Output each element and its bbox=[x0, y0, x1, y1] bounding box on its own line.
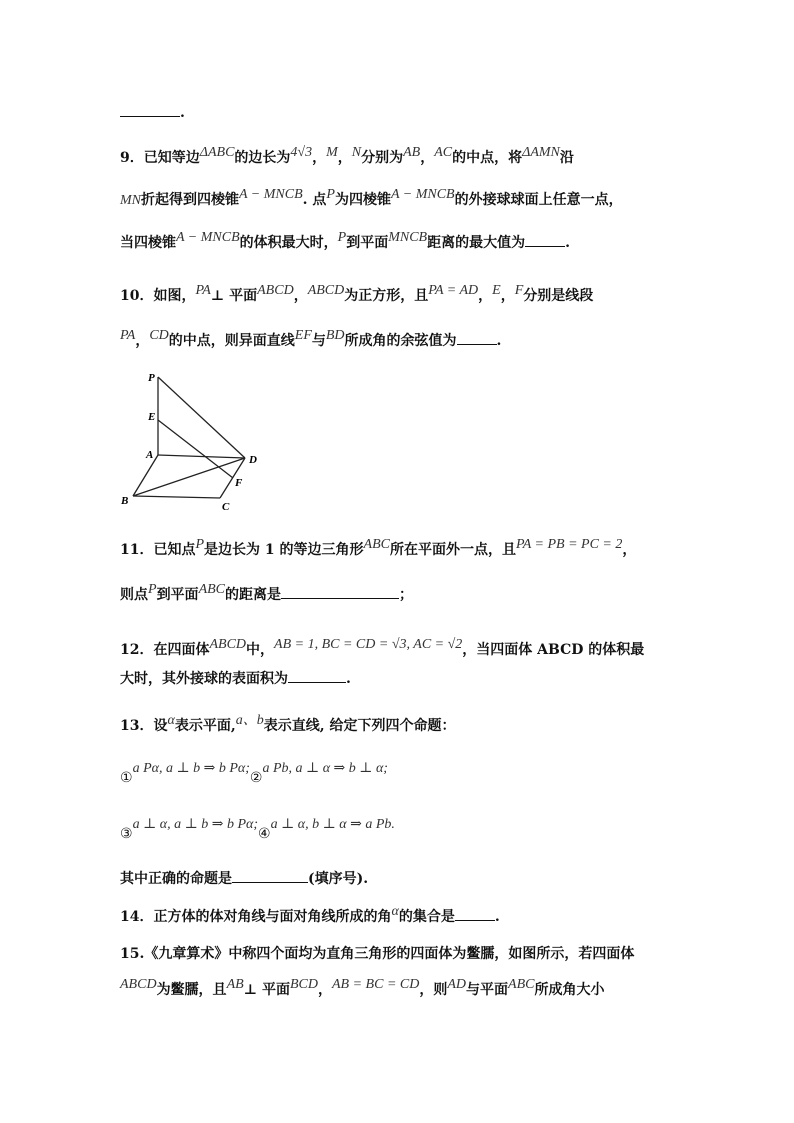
label-f: F bbox=[235, 477, 243, 489]
answer-blank bbox=[457, 330, 497, 345]
q12-line-1: 12．在四面体ABCD中，AB = 1, BC = CD = √3, AC = √2，当四面体 ABCD 的体积最 bbox=[120, 637, 645, 658]
q13-line-1: 13．设α表示平面,a、b表示直线, 给定下列四个命题： bbox=[120, 713, 456, 734]
q11-line-2: 则点P到平面ABC的距离是 ； bbox=[120, 582, 414, 603]
q9-line-2: MN折起得到四棱锥A − MNCB. 点P为四棱锥A − MNCB的外接球球面上任意一点， bbox=[120, 187, 623, 208]
answer-blank bbox=[232, 868, 308, 883]
lead-answer-line: . bbox=[120, 102, 185, 123]
q13-line-2: ①a Pα, a ⊥ b ⇒ b Pα;②a Pb, a ⊥ α ⇒ b ⊥ α; bbox=[120, 761, 388, 786]
q15-line-2: ABCD为鳖臑，且AB⊥ 平面BCD，AB = BC = CD，则AD与平面ABC所成角大小 bbox=[120, 977, 605, 998]
q9-line-3: 当四棱锥A − MNCB的体积最大时，P到平面MNCB距离的最大值为 . bbox=[120, 230, 570, 251]
edge-bc bbox=[133, 496, 220, 498]
answer-blank bbox=[525, 232, 565, 247]
q9-line-1: 9．已知等边ΔABC的边长为4√3，M，N分别为AB，AC的中点，将ΔAMN沿 bbox=[120, 145, 574, 166]
q14-line-1: 14．正方体的体对角线与面对角线所成的角α的集合是 . bbox=[120, 904, 500, 925]
answer-blank bbox=[120, 102, 180, 117]
answer-blank bbox=[455, 906, 495, 921]
answer-blank bbox=[281, 584, 399, 599]
label-p: P bbox=[148, 372, 155, 384]
q10-pyramid-figure bbox=[115, 365, 265, 515]
label-c: C bbox=[222, 501, 230, 513]
answer-blank bbox=[288, 668, 346, 683]
q10-line-1: 10．如图，PA⊥ 平面ABCD，ABCD为正方形，且PA = AD，E，F分别是线段 bbox=[120, 283, 594, 304]
label-b: B bbox=[121, 495, 129, 507]
q13-line-3: ③a ⊥ α, a ⊥ b ⇒ b Pα;④a ⊥ α, b ⊥ α ⇒ a Pb. bbox=[120, 817, 395, 842]
q15-line-1: 15.《九章算术》中称四个面均为直角三角形的四面体为鳖臑，如图所示，若四面体 bbox=[120, 946, 635, 962]
q10-line-2: PA，CD的中点，则异面直线EF与BD所成角的余弦值为 . bbox=[120, 328, 502, 349]
label-a: A bbox=[146, 449, 154, 461]
label-e: E bbox=[148, 411, 156, 423]
q11-line-1: 11．已知点P是边长为 1 的等边三角形ABC所在平面外一点，且PA = PB = PC = 2， bbox=[120, 537, 637, 558]
segment-ef bbox=[158, 420, 233, 478]
q12-line-2: 大时，其外接球的表面积为 . bbox=[120, 668, 351, 689]
edge-pd bbox=[158, 377, 245, 458]
edge-bd bbox=[133, 458, 245, 496]
edge-ad bbox=[158, 455, 245, 458]
q13-line-4: 其中正确的命题是 (填序号). bbox=[120, 868, 368, 889]
edge-ab bbox=[133, 455, 158, 496]
label-d: D bbox=[249, 454, 257, 466]
